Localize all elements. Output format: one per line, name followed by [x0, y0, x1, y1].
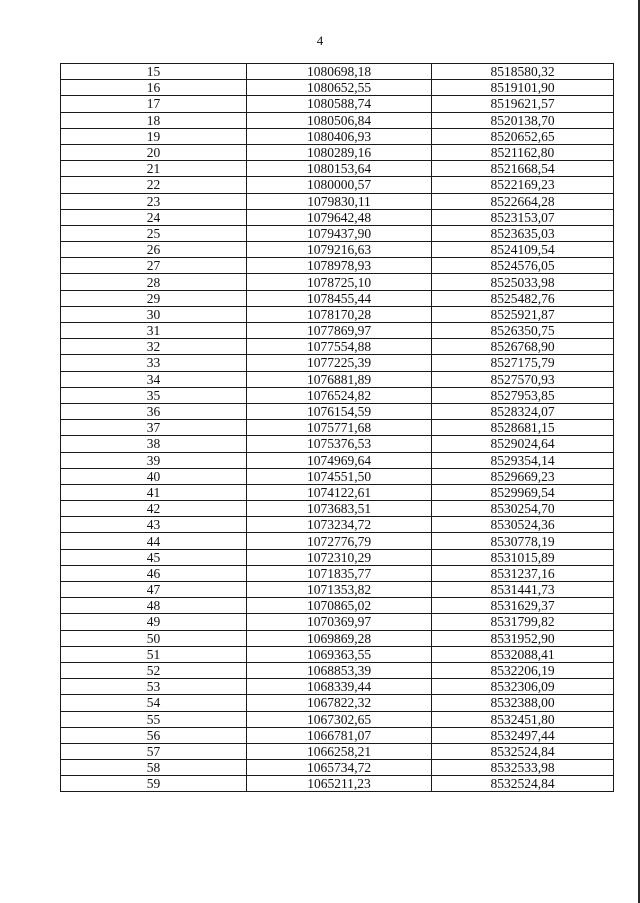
- point-number-cell: 24: [61, 209, 247, 225]
- point-number-cell: 22: [61, 177, 247, 193]
- y-coordinate-cell: 8531952,90: [432, 630, 614, 646]
- point-number-cell: 57: [61, 743, 247, 759]
- y-coordinate-cell: 8529969,54: [432, 484, 614, 500]
- point-number-cell: 55: [61, 711, 247, 727]
- table-row: [61, 533, 614, 549]
- y-coordinate-cell: 8530778,19: [432, 533, 614, 549]
- table-row: [61, 565, 614, 581]
- table-row: [61, 387, 614, 403]
- point-number-cell: 17: [61, 96, 247, 112]
- y-coordinate-cell: 8531629,37: [432, 598, 614, 614]
- table-row: [61, 64, 614, 80]
- y-coordinate-cell: 8531799,82: [432, 614, 614, 630]
- x-coordinate-cell: 1080000,57: [247, 177, 432, 193]
- table-row: [61, 177, 614, 193]
- x-coordinate-cell: 1080289,16: [247, 144, 432, 160]
- point-number-cell: 50: [61, 630, 247, 646]
- y-coordinate-cell: 8532306,09: [432, 679, 614, 695]
- table-row: [61, 468, 614, 484]
- point-number-cell: 21: [61, 161, 247, 177]
- x-coordinate-cell: 1072310,29: [247, 549, 432, 565]
- point-number-cell: 15: [61, 64, 247, 80]
- table-row: [61, 339, 614, 355]
- y-coordinate-cell: 8532388,00: [432, 695, 614, 711]
- point-number-cell: 51: [61, 646, 247, 662]
- x-coordinate-cell: 1080652,55: [247, 80, 432, 96]
- x-coordinate-cell: 1079830,11: [247, 193, 432, 209]
- x-coordinate-cell: 1079437,90: [247, 225, 432, 241]
- y-coordinate-cell: 8521668,54: [432, 161, 614, 177]
- point-number-cell: 59: [61, 776, 247, 792]
- point-number-cell: 29: [61, 290, 247, 306]
- table-row: [61, 96, 614, 112]
- x-coordinate-cell: 1070369,97: [247, 614, 432, 630]
- table-row: [61, 225, 614, 241]
- y-coordinate-cell: 8523635,03: [432, 225, 614, 241]
- table-row: [61, 598, 614, 614]
- coordinates-table-body: [61, 64, 614, 792]
- point-number-cell: 28: [61, 274, 247, 290]
- table-row: [61, 517, 614, 533]
- table-row: [61, 711, 614, 727]
- y-coordinate-cell: 8531441,73: [432, 582, 614, 598]
- y-coordinate-cell: 8531015,89: [432, 549, 614, 565]
- point-number-cell: 49: [61, 614, 247, 630]
- y-coordinate-cell: 8527570,93: [432, 371, 614, 387]
- table-row: [61, 436, 614, 452]
- y-coordinate-cell: 8530254,70: [432, 501, 614, 517]
- y-coordinate-cell: 8529024,64: [432, 436, 614, 452]
- x-coordinate-cell: 1075376,53: [247, 436, 432, 452]
- y-coordinate-cell: 8528324,07: [432, 403, 614, 419]
- table-row: [61, 193, 614, 209]
- x-coordinate-cell: 1070865,02: [247, 598, 432, 614]
- x-coordinate-cell: 1069869,28: [247, 630, 432, 646]
- x-coordinate-cell: 1066781,07: [247, 727, 432, 743]
- x-coordinate-cell: 1074122,61: [247, 484, 432, 500]
- y-coordinate-cell: 8522664,28: [432, 193, 614, 209]
- point-number-cell: 43: [61, 517, 247, 533]
- table-row: [61, 695, 614, 711]
- x-coordinate-cell: 1073234,72: [247, 517, 432, 533]
- x-coordinate-cell: 1076154,59: [247, 403, 432, 419]
- table-row: [61, 242, 614, 258]
- point-number-cell: 36: [61, 403, 247, 419]
- x-coordinate-cell: 1071835,77: [247, 565, 432, 581]
- y-coordinate-cell: 8532206,19: [432, 662, 614, 678]
- point-number-cell: 45: [61, 549, 247, 565]
- point-number-cell: 47: [61, 582, 247, 598]
- y-coordinate-cell: 8519621,57: [432, 96, 614, 112]
- point-number-cell: 32: [61, 339, 247, 355]
- y-coordinate-cell: 8529669,23: [432, 468, 614, 484]
- table-row: [61, 290, 614, 306]
- point-number-cell: 42: [61, 501, 247, 517]
- y-coordinate-cell: 8531237,16: [432, 565, 614, 581]
- y-coordinate-cell: 8518580,32: [432, 64, 614, 80]
- x-coordinate-cell: 1065734,72: [247, 760, 432, 776]
- x-coordinate-cell: 1074551,50: [247, 468, 432, 484]
- point-number-cell: 58: [61, 760, 247, 776]
- y-coordinate-cell: 8520138,70: [432, 112, 614, 128]
- x-coordinate-cell: 1078170,28: [247, 306, 432, 322]
- x-coordinate-cell: 1073683,51: [247, 501, 432, 517]
- table-row: [61, 274, 614, 290]
- table-row: [61, 484, 614, 500]
- point-number-cell: 25: [61, 225, 247, 241]
- x-coordinate-cell: 1077554,88: [247, 339, 432, 355]
- table-row: [61, 727, 614, 743]
- point-number-cell: 31: [61, 323, 247, 339]
- x-coordinate-cell: 1065211,23: [247, 776, 432, 792]
- x-coordinate-cell: 1078978,93: [247, 258, 432, 274]
- y-coordinate-cell: 8528681,15: [432, 420, 614, 436]
- table-row: [61, 662, 614, 678]
- point-number-cell: 33: [61, 355, 247, 371]
- y-coordinate-cell: 8532524,84: [432, 743, 614, 759]
- table-row: [61, 582, 614, 598]
- point-number-cell: 44: [61, 533, 247, 549]
- x-coordinate-cell: 1080506,84: [247, 112, 432, 128]
- coordinates-table: [60, 63, 614, 792]
- x-coordinate-cell: 1078455,44: [247, 290, 432, 306]
- table-row: [61, 743, 614, 759]
- table-row: [61, 371, 614, 387]
- point-number-cell: 54: [61, 695, 247, 711]
- x-coordinate-cell: 1068339,44: [247, 679, 432, 695]
- x-coordinate-cell: 1080698,18: [247, 64, 432, 80]
- x-coordinate-cell: 1080588,74: [247, 96, 432, 112]
- y-coordinate-cell: 8532451,80: [432, 711, 614, 727]
- y-coordinate-cell: 8527953,85: [432, 387, 614, 403]
- y-coordinate-cell: 8526350,75: [432, 323, 614, 339]
- point-number-cell: 27: [61, 258, 247, 274]
- table-row: [61, 501, 614, 517]
- x-coordinate-cell: 1075771,68: [247, 420, 432, 436]
- x-coordinate-cell: 1068853,39: [247, 662, 432, 678]
- table-row: [61, 420, 614, 436]
- x-coordinate-cell: 1071353,82: [247, 582, 432, 598]
- y-coordinate-cell: 8525482,76: [432, 290, 614, 306]
- x-coordinate-cell: 1080153,64: [247, 161, 432, 177]
- point-number-cell: 53: [61, 679, 247, 695]
- x-coordinate-cell: 1074969,64: [247, 452, 432, 468]
- point-number-cell: 34: [61, 371, 247, 387]
- point-number-cell: 26: [61, 242, 247, 258]
- table-row: [61, 128, 614, 144]
- x-coordinate-cell: 1079642,48: [247, 209, 432, 225]
- point-number-cell: 18: [61, 112, 247, 128]
- point-number-cell: 56: [61, 727, 247, 743]
- y-coordinate-cell: 8532533,98: [432, 760, 614, 776]
- x-coordinate-cell: 1078725,10: [247, 274, 432, 290]
- y-coordinate-cell: 8530524,36: [432, 517, 614, 533]
- point-number-cell: 16: [61, 80, 247, 96]
- y-coordinate-cell: 8532524,84: [432, 776, 614, 792]
- y-coordinate-cell: 8532497,44: [432, 727, 614, 743]
- y-coordinate-cell: 8529354,14: [432, 452, 614, 468]
- table-row: [61, 630, 614, 646]
- table-row: [61, 323, 614, 339]
- table-row: [61, 258, 614, 274]
- table-row: [61, 646, 614, 662]
- y-coordinate-cell: 8524576,05: [432, 258, 614, 274]
- table-row: [61, 144, 614, 160]
- table-row: [61, 209, 614, 225]
- table-row: [61, 549, 614, 565]
- table-row: [61, 679, 614, 695]
- y-coordinate-cell: 8527175,79: [432, 355, 614, 371]
- y-coordinate-cell: 8521162,80: [432, 144, 614, 160]
- x-coordinate-cell: 1079216,63: [247, 242, 432, 258]
- x-coordinate-cell: 1076881,89: [247, 371, 432, 387]
- point-number-cell: 19: [61, 128, 247, 144]
- table-row: [61, 776, 614, 792]
- x-coordinate-cell: 1076524,82: [247, 387, 432, 403]
- point-number-cell: 40: [61, 468, 247, 484]
- x-coordinate-cell: 1072776,79: [247, 533, 432, 549]
- table-row: [61, 452, 614, 468]
- point-number-cell: 48: [61, 598, 247, 614]
- x-coordinate-cell: 1069363,55: [247, 646, 432, 662]
- y-coordinate-cell: 8519101,90: [432, 80, 614, 96]
- y-coordinate-cell: 8532088,41: [432, 646, 614, 662]
- y-coordinate-cell: 8525033,98: [432, 274, 614, 290]
- x-coordinate-cell: 1077869,97: [247, 323, 432, 339]
- x-coordinate-cell: 1077225,39: [247, 355, 432, 371]
- table-row: [61, 355, 614, 371]
- y-coordinate-cell: 8525921,87: [432, 306, 614, 322]
- y-coordinate-cell: 8526768,90: [432, 339, 614, 355]
- point-number-cell: 39: [61, 452, 247, 468]
- x-coordinate-cell: 1067302,65: [247, 711, 432, 727]
- y-coordinate-cell: 8524109,54: [432, 242, 614, 258]
- point-number-cell: 46: [61, 565, 247, 581]
- y-coordinate-cell: 8523153,07: [432, 209, 614, 225]
- page-number: 4: [316, 33, 324, 48]
- point-number-cell: 20: [61, 144, 247, 160]
- point-number-cell: 37: [61, 420, 247, 436]
- table-row: [61, 112, 614, 128]
- point-number-cell: 41: [61, 484, 247, 500]
- table-row: [61, 403, 614, 419]
- table-row: [61, 80, 614, 96]
- y-coordinate-cell: 8520652,65: [432, 128, 614, 144]
- point-number-cell: 35: [61, 387, 247, 403]
- point-number-cell: 23: [61, 193, 247, 209]
- x-coordinate-cell: 1067822,32: [247, 695, 432, 711]
- point-number-cell: 52: [61, 662, 247, 678]
- y-coordinate-cell: 8522169,23: [432, 177, 614, 193]
- x-coordinate-cell: 1080406,93: [247, 128, 432, 144]
- table-row: [61, 760, 614, 776]
- point-number-cell: 38: [61, 436, 247, 452]
- x-coordinate-cell: 1066258,21: [247, 743, 432, 759]
- table-row: [61, 614, 614, 630]
- table-row: [61, 306, 614, 322]
- point-number-cell: 30: [61, 306, 247, 322]
- table-row: [61, 161, 614, 177]
